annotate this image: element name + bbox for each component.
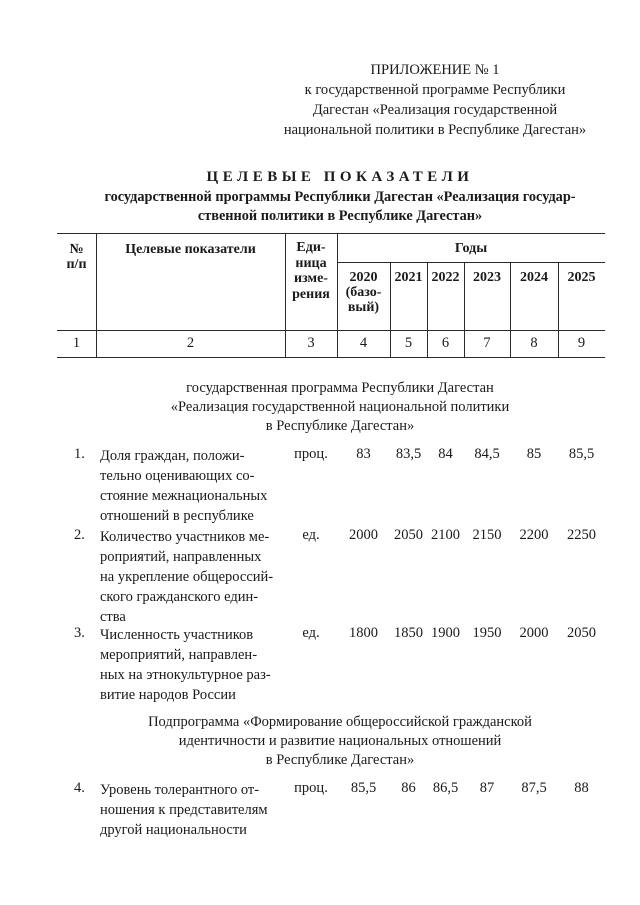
row-value-2025: 2250 (567, 527, 596, 543)
row-indicator-line: ского гражданского един- (100, 589, 259, 605)
row-indicator-line: ных на этнокультурное раз- (100, 667, 271, 683)
table-rule-years (337, 262, 605, 263)
appendix-line: национальной политики в Республике Дагестан» (283, 122, 587, 138)
header-year-2023: 2023 (473, 270, 501, 285)
row-value-2025: 85,5 (568, 446, 595, 462)
header-year-2020 (337, 270, 390, 315)
row-indicator-line: ношения к представителям (100, 802, 268, 818)
row-value-2021: 86 (401, 780, 416, 796)
header-num (57, 242, 96, 272)
row-value-2024: 2000 (519, 625, 549, 641)
row-unit: ед. (302, 625, 320, 641)
header-unit-line: рения (292, 286, 330, 302)
row-value-2023: 87 (479, 780, 495, 796)
section-title-line: в Республике Дагестан» (265, 418, 415, 434)
appendix-header (240, 60, 630, 140)
section-title-line: государственная программа Республики Дагестан (186, 380, 494, 396)
header-unit-line: Еди- (296, 240, 326, 255)
column-number: 3 (307, 335, 315, 351)
row-unit: проц. (294, 780, 328, 796)
row-value-2023: 1950 (472, 625, 502, 641)
section-title (80, 713, 600, 770)
row-value-2020: 1800 (349, 625, 378, 641)
header-year-2024: 2024 (520, 270, 548, 285)
row-value-2021: 2050 (394, 527, 423, 543)
document-title (60, 166, 620, 226)
row-indicator-line: другой национальности (100, 822, 247, 838)
row-indicator-line: Доля граждан, положи- (100, 448, 245, 464)
row-indicator (100, 446, 281, 526)
header-year-2022: 2022 (431, 270, 460, 285)
appendix-line: Дагестан «Реализация государственной (312, 102, 558, 118)
header-unit-line: ница (295, 255, 327, 271)
row-value-2023: 84,5 (474, 446, 500, 462)
header-base-note: (базо- (345, 285, 382, 300)
column-number: 8 (530, 335, 538, 351)
column-number: 1 (72, 335, 81, 351)
row-indicator (100, 625, 281, 705)
row-value-2022: 1900 (431, 625, 460, 641)
table-rule-bottom (57, 357, 605, 358)
appendix-line: к государственной программе Республики (304, 82, 566, 98)
header-unit-line: изме- (294, 271, 328, 286)
row-indicator-line: тельно оценивающих со- (100, 468, 255, 484)
table-rule-header-bottom (57, 330, 605, 331)
row-unit: проц. (294, 446, 328, 462)
row-number: 1. (74, 446, 85, 462)
row-value-2022: 2100 (431, 527, 460, 543)
section-title-line: идентичности и развитие национальных отношений (178, 733, 502, 749)
row-value-2022: 84 (438, 446, 453, 462)
section-title-line: в Республике Дагестан» (265, 752, 415, 768)
row-indicator-line: витие народов России (100, 687, 236, 703)
row-indicator (100, 527, 281, 627)
row-unit: ед. (302, 527, 320, 543)
row-value-2024: 2200 (519, 527, 549, 543)
row-value-2025: 2050 (567, 625, 596, 641)
title-main: ЦЕЛЕВЫЕ ПОКАЗАТЕЛИ (206, 169, 474, 185)
row-indicator-line: на укрепление общероссий- (100, 569, 274, 585)
row-indicator-line: ства (100, 609, 126, 625)
row-value-2020: 83 (356, 446, 371, 462)
header-indicators: Целевые показатели (125, 242, 256, 257)
column-number: 2 (186, 335, 195, 351)
column-number: 9 (577, 335, 586, 351)
column-number: 7 (483, 335, 491, 351)
title-subtitle-line: государственной программы Республики Дагестан «Реализация государ- (104, 189, 576, 205)
row-number: 3. (74, 625, 85, 641)
header-unit (285, 240, 337, 302)
row-value-2024: 85 (526, 446, 542, 462)
row-value-2025: 88 (574, 780, 589, 796)
header-base-note: вый) (347, 300, 380, 315)
section-title-line: «Реализация государственной национальной политики (170, 399, 510, 415)
header-year-2021: 2021 (394, 270, 423, 285)
row-value-2020: 2000 (349, 527, 378, 543)
header-years: Годы (454, 241, 488, 256)
title-subtitle-line: ственной политики в Республике Дагестан» (197, 208, 483, 224)
row-value-2023: 2150 (472, 527, 502, 543)
row-indicator-line: мероприятий, направлен- (100, 647, 258, 663)
row-indicator-line: отношений в республике (100, 508, 254, 524)
row-number: 4. (74, 780, 85, 796)
row-value-2021: 1850 (394, 625, 423, 641)
header-num-line: п/п (66, 257, 87, 272)
row-indicator-line: роприятий, направленных (100, 549, 262, 565)
table-rule-top (57, 233, 605, 234)
column-number: 6 (441, 335, 450, 351)
column-number: 4 (359, 335, 368, 351)
row-indicator-line: Численность участников (100, 627, 254, 643)
row-value-2021: 83,5 (395, 446, 422, 462)
row-value-2024: 87,5 (521, 780, 547, 796)
row-indicator (100, 780, 281, 840)
header-year-2025: 2025 (567, 270, 596, 285)
appendix-line: ПРИЛОЖЕНИЕ № 1 (370, 62, 500, 78)
row-value-2020: 85,5 (350, 780, 377, 796)
section-title (80, 379, 600, 436)
row-number: 2. (74, 527, 85, 543)
header-num-line: № (69, 242, 84, 257)
column-number: 5 (404, 335, 413, 351)
row-indicator-line: Уровень толерантного от- (100, 782, 260, 798)
row-indicator-line: стояние межнациональных (100, 488, 268, 504)
row-indicator-line: Количество участников ме- (100, 529, 270, 545)
row-value-2022: 86,5 (432, 780, 459, 796)
header-year-label: 2020 (349, 270, 378, 285)
section-title-line: Подпрограмма «Формирование общероссийской гражданской (148, 714, 532, 730)
